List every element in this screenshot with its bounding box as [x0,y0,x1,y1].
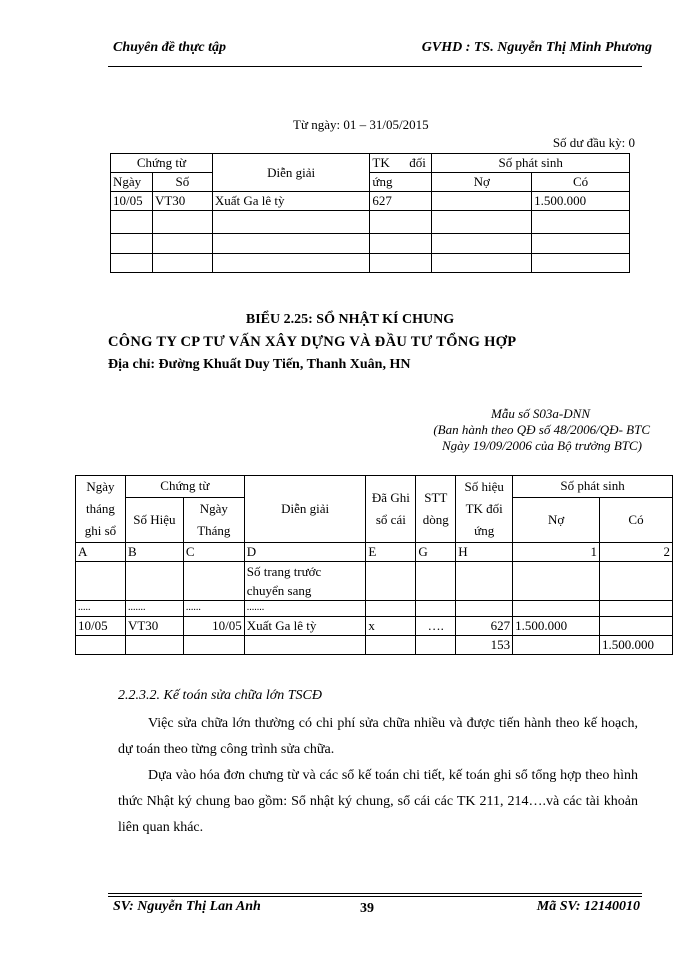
journal-header-so-hieu: Số Hiệu [125,498,183,543]
code-cell: E [366,543,416,562]
cell-co: 1.500.000 [600,636,673,655]
dots-cell: ....... [125,601,183,617]
cell-dien-giai: Xuất Ga lê tỳ [212,192,370,211]
cell-no [432,192,532,211]
cell-tk: 627 [456,617,513,636]
code-cell: 1 [513,543,600,562]
form-decree: (Ban hành theo QĐ số 48/2006/QĐ- BTC [433,422,650,437]
cell-co: 1.500.000 [532,192,630,211]
form-number: Mẫu số S03a-DNN [491,406,590,421]
header-rule [108,66,642,67]
journal-header-phat-sinh: Số phát sinh [513,476,673,498]
code-cell: D [244,543,366,562]
page-number: 39 [360,901,374,916]
cell-stt: …. [416,617,456,636]
header-left: Chuyên đề thực tập [113,40,227,55]
ledger-header-so: Số [152,173,212,192]
company-name: CÔNG TY CP TƯ VẤN XÂY DỰNG VÀ ĐẦU TƯ TỔNG HỢP [108,334,517,350]
ledger-header-ngay: Ngày [111,173,153,192]
journal-header-ngay: Ngày Tháng [183,498,244,543]
table-row [111,234,630,254]
opening-balance: Số dư đầu kỳ: 0 [552,135,635,150]
date-range: Từ ngày: 01 – 31/05/2015 [293,117,429,132]
ledger-header-dien-giai: Diễn giải [212,154,370,192]
ledger-header-co: Có [532,173,630,192]
journal-header-co: Có [600,498,673,543]
table-row [76,543,673,562]
ledger-header-tk-2: ứng [370,173,432,192]
section-heading: 2.2.3.2. Kế toán sửa chữa lớn TSCĐ [118,688,322,703]
header-right: GVHD : TS. Nguyễn Thị Minh Phương [421,40,652,55]
table-row [76,562,673,601]
ledger-header-tk-1: TK đối [370,154,432,173]
form-date: Ngày 19/09/2006 của Bộ trưởng BTC) [442,438,642,453]
table-row [76,601,673,617]
dots-cell: ....... [244,601,366,617]
cell-da-ghi: x [366,617,416,636]
code-cell: G [416,543,456,562]
cell-ngay: 10/05 [76,617,126,636]
journal-table [75,475,673,655]
ledger-table [110,153,630,273]
journal-header-no: Nợ [513,498,600,543]
journal-header-stt: STT dòng [416,476,456,543]
carry-forward-cell: Số trang trước chuyển sang [244,562,366,601]
cell-so: VT30 [152,192,212,211]
code-cell: 2 [600,543,673,562]
code-cell: A [76,543,126,562]
cell-ngay-ct: 10/05 [183,617,244,636]
table-row [111,254,630,273]
cell-dien-giai: Xuất Ga lê tỳ [244,617,366,636]
journal-header-da-ghi: Đã Ghi sổ cái [366,476,416,543]
cell-no: 1.500.000 [513,617,600,636]
table-row [111,192,630,211]
code-cell: B [125,543,183,562]
cell-tk: 153 [456,636,513,655]
table-row [76,636,673,655]
code-cell: H [456,543,513,562]
footer-student-id: Mã SV: 12140010 [536,899,640,914]
journal-header-so-hieu-tk: Số hiệu TK đối ứng [456,476,513,543]
company-address: Địa chỉ: Đường Khuất Duy Tiến, Thanh Xuân, HN [108,357,411,372]
dots-cell: ...... [183,601,244,617]
table-row [111,211,630,234]
cell-tk: 627 [370,192,432,211]
footer-student-name: SV: Nguyễn Thị Lan Anh [113,899,261,914]
cell-so-hieu: VT30 [125,617,183,636]
journal-header-chung-tu: Chứng từ [125,476,244,498]
ledger-header-phat-sinh: Số phát sinh [432,154,630,173]
footer-rule-2 [108,896,642,897]
bieu-title: BIỂU 2.25: SỔ NHẬT KÍ CHUNG [245,312,455,327]
ledger-header-chung-tu: Chứng từ [111,154,213,173]
footer-rule [108,893,642,894]
code-cell: C [183,543,244,562]
paragraph-2: Dựa vào hóa đơn chưng từ và các sổ kế toán chi tiết, kế toán ghi sổ tổng hợp theo hình thức Nhật ký chung bao gồm: Sổ nhật ký chung, sổ cái các TK 211, 214….và các tài khoản liên quan khác. [118,768,638,835]
journal-header-dien-giai: Diễn giải [244,476,366,543]
ledger-header-no: Nợ [432,173,532,192]
dots-cell: ..... [76,601,126,617]
cell-ngay: 10/05 [111,192,153,211]
table-row [76,617,673,636]
paragraph-1: Việc sửa chữa lớn thường có chi phí sửa chữa nhiều và được tiến hành theo kế hoạch, dự toán theo từng công trình sửa chữa. [118,716,638,757]
journal-header-ngay-thang: Ngày tháng ghi sổ [76,476,126,543]
